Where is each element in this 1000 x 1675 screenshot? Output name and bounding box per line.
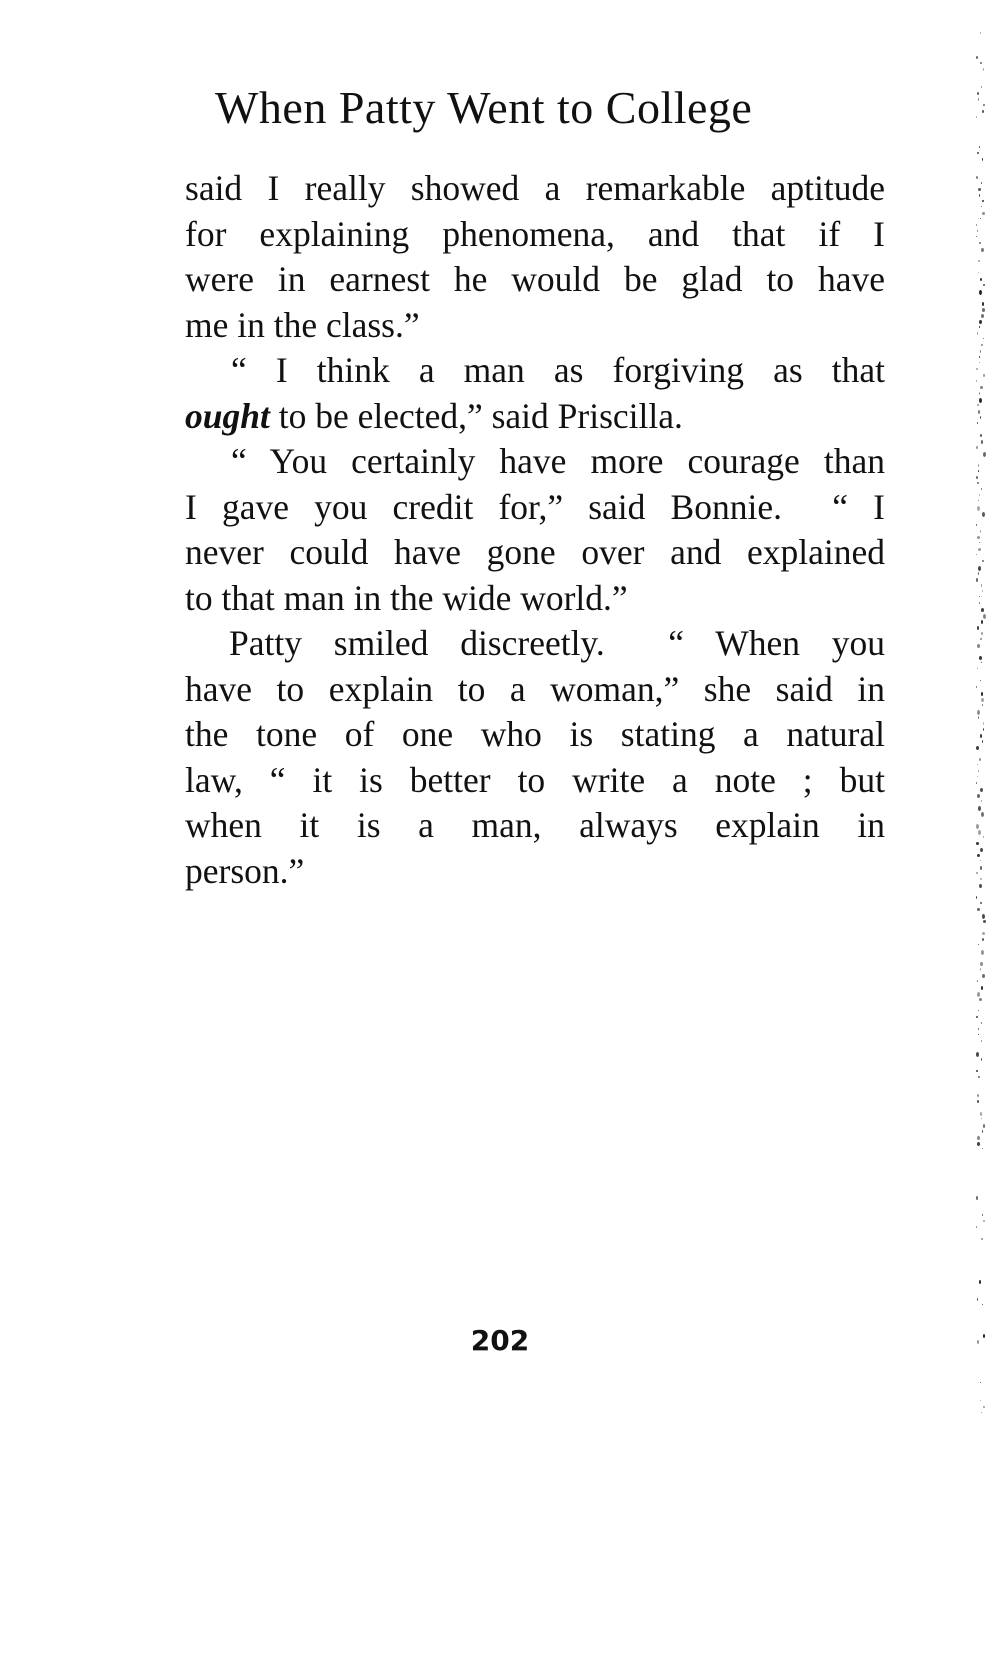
edge-speck <box>979 542 980 543</box>
line-text: Patty smiled discreetly. “ When you <box>229 623 885 663</box>
edge-speck <box>981 182 982 184</box>
edge-speck <box>977 908 980 911</box>
edge-speck <box>981 950 984 955</box>
edge-speck <box>977 644 980 648</box>
edge-speck <box>976 1016 978 1018</box>
edge-speck <box>978 572 979 575</box>
edge-speck <box>979 494 980 496</box>
edge-speck <box>978 1076 980 1078</box>
edge-speck <box>983 1124 985 1128</box>
edge-speck <box>983 284 985 286</box>
edge-speck <box>977 710 980 715</box>
edge-speck <box>978 188 981 191</box>
edge-speck <box>980 638 982 640</box>
edge-speck <box>979 998 982 1001</box>
edge-speck <box>981 314 984 318</box>
running-head: When Patty Went to College <box>215 82 753 133</box>
text-line <box>185 348 885 394</box>
edge-speck <box>980 416 981 419</box>
edge-speck <box>976 554 977 555</box>
edge-speck <box>979 596 980 597</box>
edge-speck <box>979 290 982 295</box>
edge-speck <box>976 176 978 179</box>
edge-speck <box>977 626 979 630</box>
edge-speck <box>976 368 978 370</box>
edge-speck <box>976 1196 978 1200</box>
edge-speck <box>977 422 978 424</box>
edge-speck <box>978 716 979 719</box>
edge-speck <box>979 758 981 761</box>
edge-speck <box>982 1304 983 1305</box>
edge-speck <box>982 740 983 743</box>
line-text: I gave you credit for,” said Bonnie. “ I <box>185 486 885 527</box>
edge-speck <box>977 506 980 511</box>
edge-speck <box>979 326 980 328</box>
edge-speck <box>981 488 982 490</box>
body-text <box>185 166 885 894</box>
line-text: “ I think a man as forgiving as that <box>231 350 885 390</box>
edge-speck <box>977 152 979 154</box>
edge-speck <box>980 218 981 219</box>
edge-speck <box>983 338 984 339</box>
edge-speck <box>976 872 978 874</box>
text-line <box>185 667 885 713</box>
text-line <box>185 257 885 303</box>
edge-speck <box>981 584 982 587</box>
edge-speck <box>977 776 978 777</box>
edge-speck <box>978 410 980 414</box>
edge-speck <box>981 440 983 444</box>
edge-speck <box>977 1340 979 1344</box>
edge-speck <box>976 446 978 449</box>
edge-speck <box>981 800 982 802</box>
edge-speck <box>981 206 982 207</box>
text-line <box>185 712 885 758</box>
edge-speck <box>977 1094 979 1097</box>
edge-speck <box>983 614 986 619</box>
edge-speck <box>983 722 984 725</box>
line-text: the tone of one who is stating a natural <box>185 714 885 754</box>
edge-speck <box>981 1058 982 1061</box>
edge-speck <box>982 158 983 161</box>
text-line <box>185 212 885 258</box>
edge-speck <box>978 830 981 835</box>
line-text: to be elected,” said Priscilla. <box>269 395 683 436</box>
text-line <box>185 849 885 895</box>
edge-speck <box>982 938 984 941</box>
edge-speck <box>977 332 978 335</box>
edge-speck <box>982 212 985 215</box>
edge-speck <box>977 794 980 798</box>
edge-speck <box>982 200 984 202</box>
edge-speck <box>983 1406 985 1408</box>
edge-speck <box>979 1280 981 1284</box>
edge-speck <box>979 194 980 197</box>
edge-speck <box>979 884 982 888</box>
line-text: never could have gone over and explained <box>185 532 885 572</box>
edge-speck <box>981 1118 982 1119</box>
line-text: for explaining phenomena, and that if I <box>185 213 885 254</box>
edge-speck <box>977 764 978 765</box>
line-text: to that man in the wide world.” <box>185 577 628 618</box>
page-edge-shadow <box>976 0 990 1675</box>
edge-speck <box>983 728 984 731</box>
edge-speck <box>979 602 980 604</box>
edge-speck <box>976 842 979 845</box>
edge-speck <box>980 350 981 353</box>
edge-speck <box>980 848 983 852</box>
edge-speck <box>981 248 984 252</box>
edge-speck <box>982 1148 983 1149</box>
edge-speck <box>977 1142 980 1146</box>
text-line <box>185 758 885 804</box>
edge-speck <box>981 662 982 663</box>
edge-speck <box>976 116 977 118</box>
page-number: 202 <box>470 1324 530 1357</box>
edge-speck <box>976 524 977 526</box>
text-line <box>185 394 885 440</box>
text-line <box>185 576 885 622</box>
edge-speck <box>976 824 979 829</box>
edge-speck <box>980 878 982 880</box>
edge-speck <box>980 680 981 681</box>
edge-speck <box>976 56 978 59</box>
edge-speck <box>980 62 982 64</box>
edge-speck <box>981 698 984 702</box>
edge-speck <box>979 320 982 324</box>
text-line <box>185 621 885 667</box>
edge-speck <box>981 1022 982 1024</box>
edge-speck <box>978 470 979 472</box>
edge-speck <box>981 986 983 990</box>
edge-speck <box>980 734 982 738</box>
edge-speck <box>982 512 985 517</box>
edge-speck <box>982 302 984 306</box>
edge-speck <box>980 278 982 281</box>
edge-speck <box>982 308 985 312</box>
edge-speck <box>980 1400 981 1401</box>
edge-speck <box>978 806 981 811</box>
edge-speck <box>977 482 979 484</box>
edge-speck <box>980 902 982 904</box>
edge-speck <box>976 746 979 750</box>
edge-speck <box>980 866 982 870</box>
edge-speck <box>977 92 979 95</box>
edge-speck <box>978 464 979 467</box>
line-text: were in earnest he would be glad to have <box>185 259 885 299</box>
text-line <box>185 803 885 849</box>
edge-speck <box>977 536 980 539</box>
edge-speck <box>977 992 980 997</box>
edge-speck <box>982 704 983 706</box>
edge-speck <box>982 1130 983 1133</box>
edge-speck <box>978 944 979 945</box>
edge-speck <box>977 1298 978 1301</box>
edge-speck <box>976 236 977 237</box>
edge-speck <box>981 812 984 817</box>
line-text: have to explain to a woman,” she said in <box>185 668 885 709</box>
edge-speck <box>976 686 977 688</box>
edge-speck <box>983 1334 985 1338</box>
edge-speck <box>976 578 978 582</box>
edge-speck <box>980 530 981 533</box>
edge-speck <box>976 1070 978 1072</box>
edge-speck <box>978 500 979 501</box>
edge-speck <box>981 692 983 696</box>
edge-speck <box>978 260 980 262</box>
edge-speck <box>977 854 980 857</box>
edge-speck <box>981 86 982 88</box>
edge-speck <box>980 788 983 792</box>
text-line <box>185 166 885 212</box>
edge-speck <box>982 932 985 935</box>
edge-speck <box>977 980 978 982</box>
edge-speck <box>981 1238 983 1240</box>
edge-speck <box>978 1028 979 1030</box>
edge-speck <box>978 1010 979 1011</box>
edge-speck <box>980 962 983 966</box>
edge-speck <box>982 914 985 919</box>
edge-speck <box>982 590 983 592</box>
edge-speck <box>982 974 985 978</box>
text-line <box>185 303 885 349</box>
edge-speck <box>976 1226 977 1228</box>
edge-speck <box>978 548 981 551</box>
line-text: me in the class.” <box>185 304 420 345</box>
edge-speck <box>977 1100 979 1103</box>
edge-speck <box>976 476 978 479</box>
line-text: “ You certainly have more courage than <box>231 441 885 481</box>
edge-speck <box>983 104 985 106</box>
edge-speck <box>983 920 986 923</box>
edge-speck <box>983 374 985 377</box>
edge-speck <box>983 1220 985 1222</box>
edge-speck <box>981 608 984 612</box>
edge-speck <box>978 770 979 772</box>
edge-speck <box>978 98 979 101</box>
edge-speck <box>977 1136 980 1140</box>
edge-speck <box>979 356 980 358</box>
edge-speck <box>982 560 984 562</box>
text-line <box>185 439 885 485</box>
edge-speck <box>980 32 981 34</box>
edge-speck <box>983 68 984 71</box>
line-text: law, “ it is better to write a note ; but <box>185 759 885 800</box>
edge-speck <box>980 968 981 971</box>
edge-speck <box>979 392 980 395</box>
edge-speck <box>982 110 984 113</box>
edge-speck <box>981 632 983 635</box>
edge-speck <box>976 224 977 226</box>
line-text: person.” <box>185 850 305 891</box>
edge-speck <box>976 896 977 899</box>
edge-speck <box>983 452 986 457</box>
edge-speck <box>976 380 977 382</box>
edge-speck <box>980 386 983 389</box>
edge-speck <box>978 272 979 273</box>
edge-speck <box>981 344 983 346</box>
edge-speck <box>979 362 980 363</box>
edge-speck <box>980 434 982 437</box>
edge-speck <box>981 1412 982 1413</box>
edge-speck <box>978 1034 979 1035</box>
edge-speck <box>979 242 981 244</box>
text-line <box>185 485 885 531</box>
edge-speck <box>981 1040 982 1042</box>
text-line <box>185 530 885 576</box>
edge-speck <box>979 146 980 148</box>
edge-speck <box>977 404 979 406</box>
edge-speck <box>976 782 977 784</box>
edge-speck <box>976 1052 979 1057</box>
edge-speck <box>979 656 982 660</box>
line-text: when it is a man, always explain in <box>185 805 885 845</box>
edge-speck <box>981 620 983 624</box>
edge-speck <box>978 566 981 571</box>
edge-speck <box>982 1214 983 1216</box>
edge-speck <box>983 836 984 838</box>
edge-speck <box>977 230 978 232</box>
edge-speck <box>980 1112 982 1116</box>
line-text: said I really showed a remarkable aptitude <box>185 168 885 208</box>
edge-speck <box>980 1382 981 1383</box>
edge-speck <box>977 668 978 669</box>
emphasis-word: ought <box>185 395 270 436</box>
edge-speck <box>980 860 981 861</box>
edge-speck <box>979 398 982 403</box>
